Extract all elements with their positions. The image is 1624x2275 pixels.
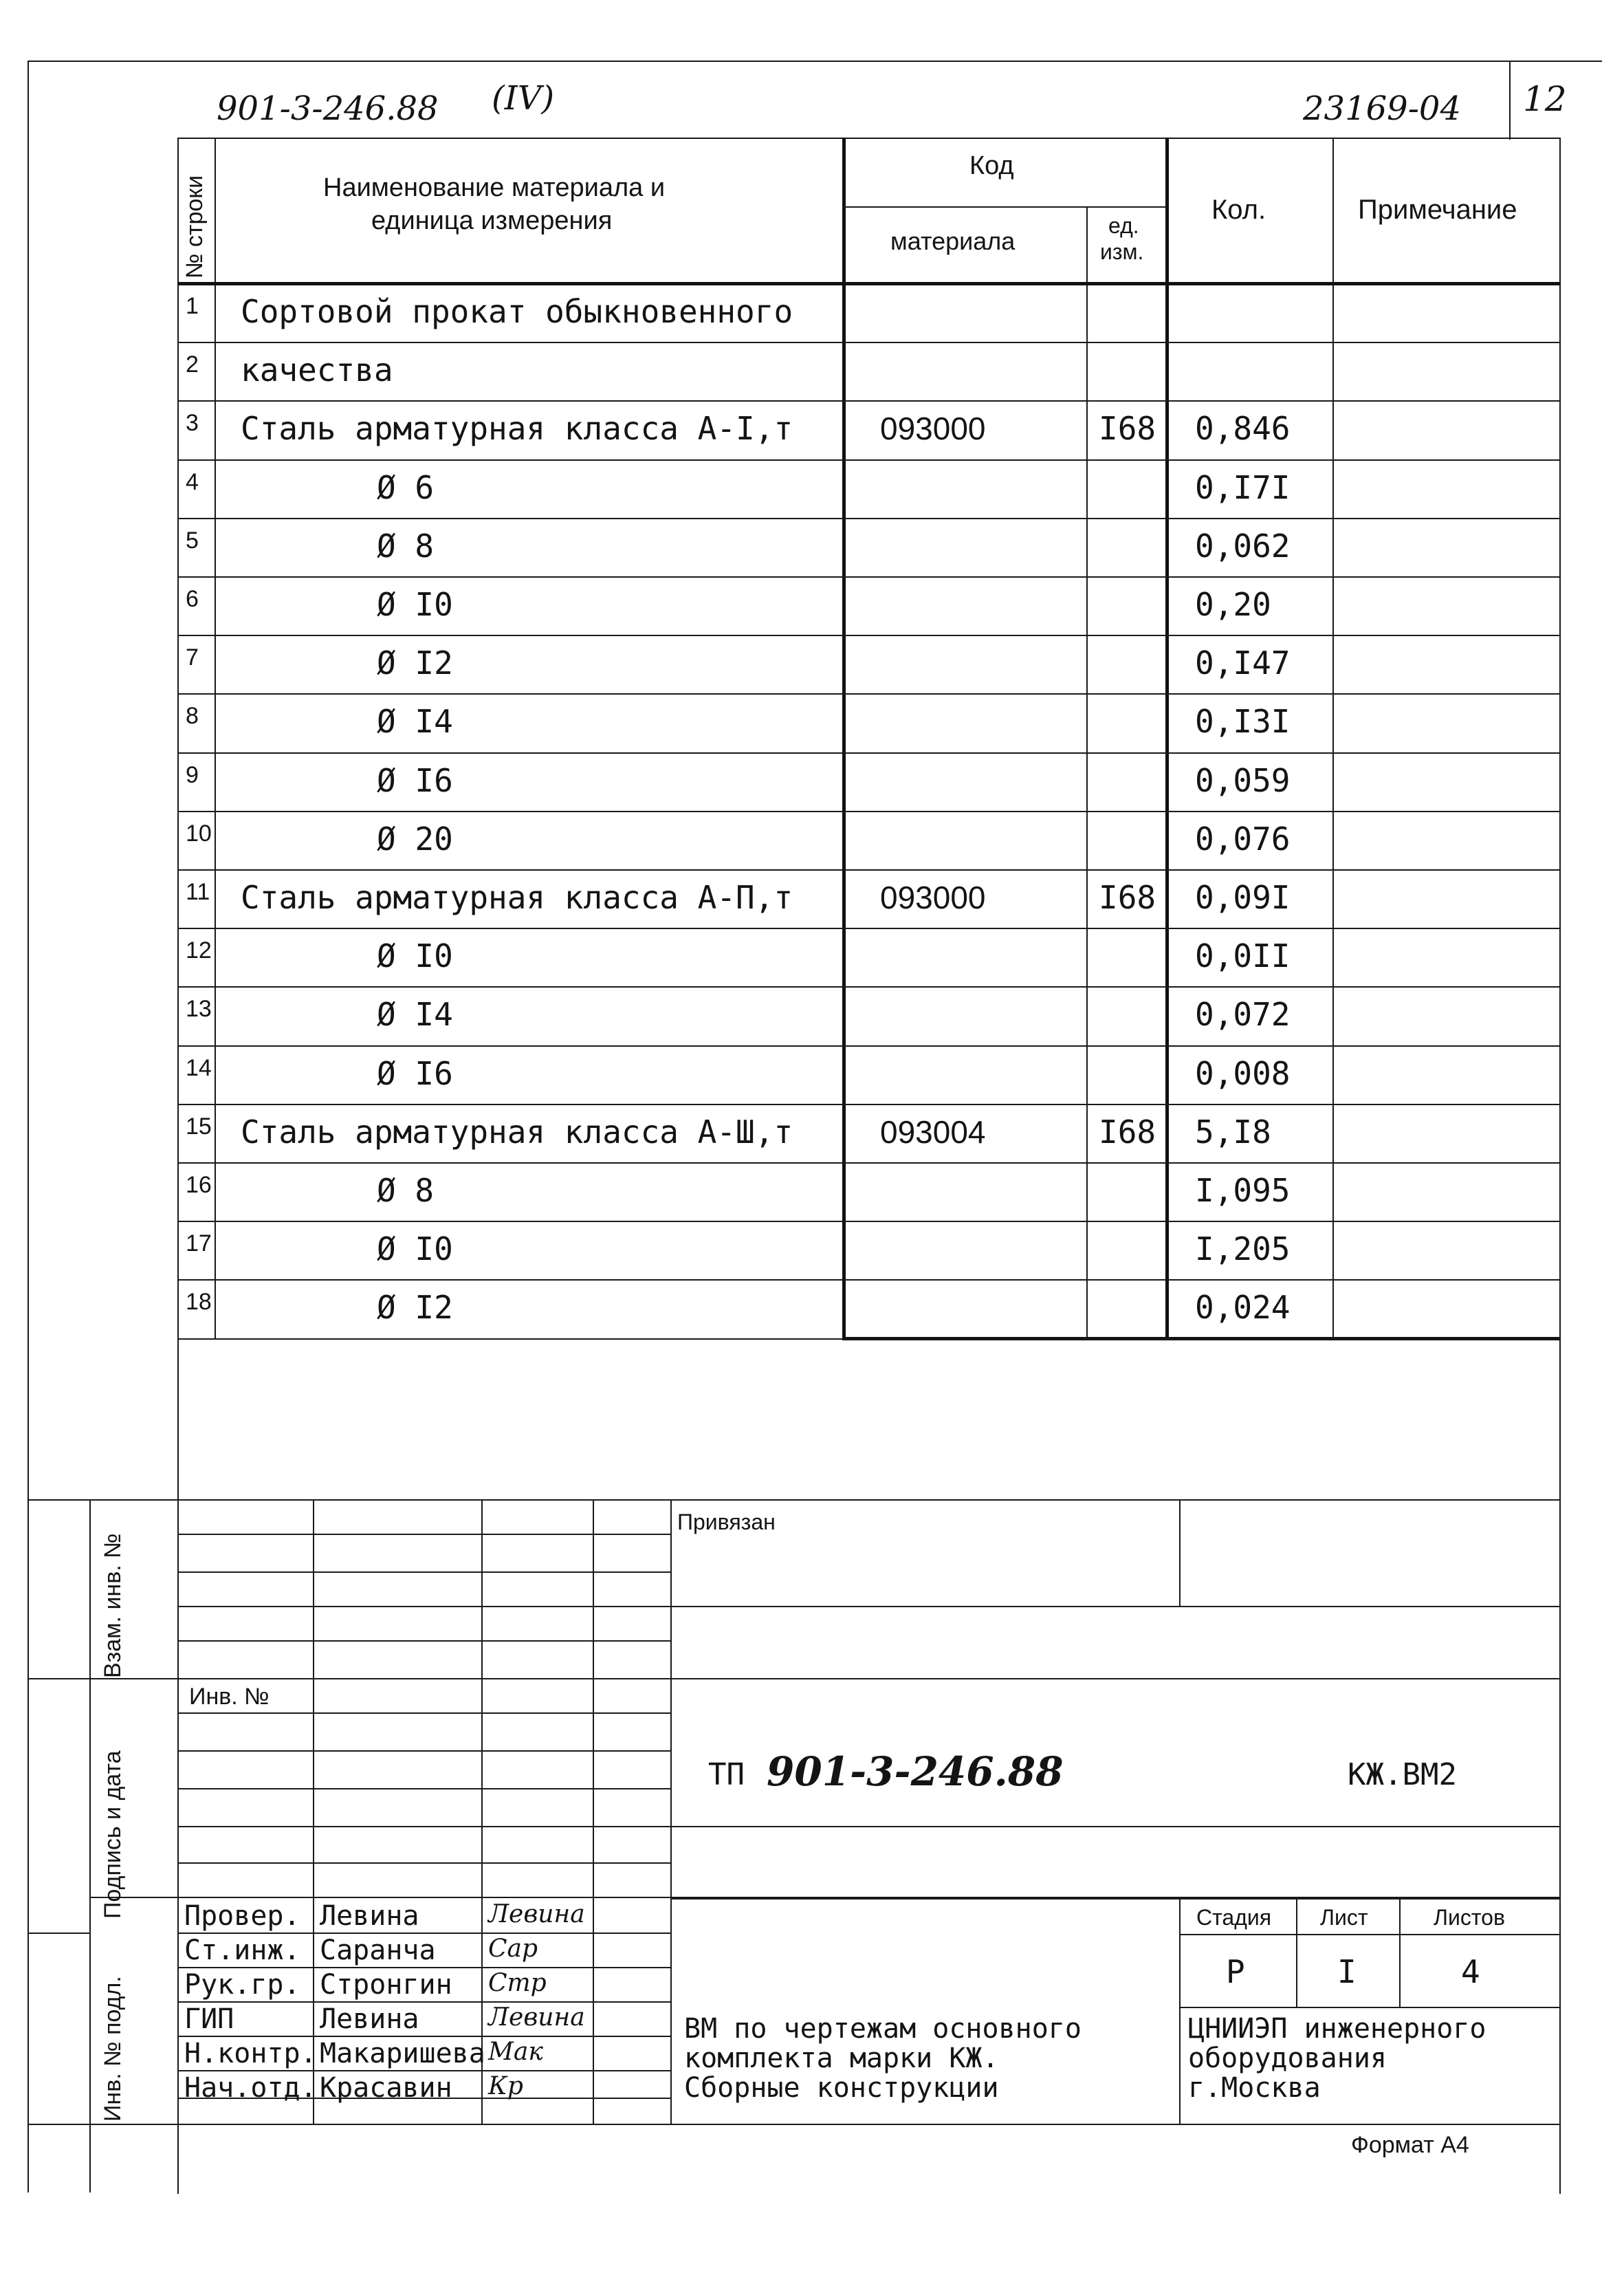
signer-name: Красавин: [320, 2072, 452, 2104]
signer-name: Левина: [320, 1900, 419, 1932]
stamp-row-line: [177, 1788, 670, 1789]
row-number: 7: [186, 644, 199, 671]
desc-line-1: ВМ по чертежам основного: [684, 2013, 1082, 2045]
signer-name: Стронгин: [320, 1969, 452, 2001]
stamp-row-line: [177, 1712, 670, 1714]
quantity: 0,024: [1195, 1289, 1291, 1326]
volume-label: (IV): [492, 79, 555, 118]
header-note: Примечание: [1358, 195, 1517, 225]
quantity: 0,059: [1195, 762, 1291, 799]
table-top-line: [177, 138, 1561, 139]
row-line: [177, 1338, 1561, 1340]
inv-no-label: Инв. №: [189, 1684, 270, 1710]
stamp-col-4: [670, 1499, 672, 2124]
quantity: 0,0II: [1195, 937, 1291, 975]
tp-prefix: ТП: [708, 1757, 745, 1792]
table-left-line: [177, 138, 179, 2194]
row-number: 18: [186, 1289, 212, 1315]
stamp-row-line: [177, 1571, 670, 1573]
material-name: Сортовой прокат обыкновенного: [241, 293, 793, 330]
row-line: [177, 752, 1561, 754]
stamp-col-1: [313, 1499, 314, 2124]
row-number: 12: [186, 937, 212, 964]
stamp-row-line: [177, 2001, 670, 2003]
signer-signature: Левина: [488, 2003, 585, 2032]
sheet-index: 12: [1523, 79, 1567, 119]
format-label: Формат А4: [1351, 2132, 1469, 2158]
material-name: Ø 8: [377, 527, 435, 565]
row-line: [177, 1045, 1561, 1047]
row-number: 8: [186, 703, 199, 729]
signer-signature: Мак: [488, 2038, 543, 2066]
col-sep-qty: [1332, 138, 1334, 1340]
header-unit-2: изм.: [1100, 239, 1144, 264]
row-line: [177, 1221, 1561, 1222]
row-number: 4: [186, 469, 199, 495]
material-name: Ø I0: [377, 586, 453, 623]
signer-signature: Сар: [488, 1935, 538, 1963]
signer-name: Левина: [320, 2003, 419, 2035]
material-name: Ø I0: [377, 1230, 453, 1267]
org-sep: [1179, 1898, 1181, 2124]
org-line-3: г.Москва: [1188, 2072, 1321, 2104]
material-code: 093000: [880, 411, 986, 446]
material-name: Сталь арматурная класса А-I,т: [241, 410, 793, 447]
quantity: 0,846: [1195, 410, 1291, 447]
stamp-row-line: [177, 1933, 670, 1934]
row-line: [177, 400, 1561, 402]
signer-role: Н.контр.: [184, 2038, 317, 2069]
header-qty: Кол.: [1211, 195, 1266, 225]
quantity: I,095: [1195, 1172, 1291, 1209]
header-material: материала: [890, 227, 1016, 255]
signer-name: Макаришева: [320, 2038, 485, 2069]
doc-number: 901-3-246.88: [217, 89, 439, 128]
side-col-sep: [89, 1499, 91, 2192]
row-number: 10: [186, 820, 212, 847]
material-name: Ø 20: [377, 820, 453, 858]
org-line-1: ЦНИИЭП инженерного: [1188, 2013, 1486, 2045]
unit-code: I68: [1099, 410, 1156, 447]
row-number: 1: [186, 293, 199, 319]
row-number: 13: [186, 996, 212, 1022]
stamp-col-2: [481, 1499, 483, 2124]
org-line-2: оборудования: [1188, 2043, 1387, 2074]
stamp-row-line: [177, 1678, 670, 1679]
signer-role: ГИП: [184, 2003, 234, 2035]
side-vzam: Взам. инв. №: [100, 1533, 126, 1678]
unit-code: I68: [1099, 1113, 1156, 1151]
row-number: 2: [186, 351, 199, 378]
row-line: [177, 811, 1561, 812]
signer-role: Ст.инж.: [184, 1935, 300, 1966]
row-line: [177, 635, 1561, 636]
sheet-index-divider: [1509, 61, 1511, 140]
signer-role: Рук.гр.: [184, 1969, 300, 2001]
quantity: 0,008: [1195, 1055, 1291, 1092]
row-line: [177, 1279, 1561, 1281]
row-line: [177, 342, 1561, 343]
signer-role: Нач.отд.: [184, 2072, 317, 2104]
stamp-row-line: [177, 1862, 670, 1864]
stage-sep-1: [1296, 1898, 1297, 2007]
unit-code: I68: [1099, 879, 1156, 916]
material-name: Ø I6: [377, 762, 453, 799]
quantity: 0,I3I: [1195, 703, 1291, 740]
material-name: Ø 8: [377, 1172, 435, 1209]
material-code: 093000: [880, 880, 986, 915]
privyazan-bottom: [670, 1606, 1559, 1607]
quantity: 0,076: [1195, 820, 1291, 858]
material-code: 093004: [880, 1114, 986, 1150]
material-name: Ø I6: [377, 1055, 453, 1092]
header-unit-1: ед.: [1108, 213, 1139, 238]
material-name: Ø I2: [377, 1289, 453, 1326]
stage-sep-2: [1399, 1898, 1401, 2007]
stamp-row-line: [177, 1897, 670, 1898]
row-line: [177, 986, 1561, 988]
header-row-no: № строки: [182, 175, 208, 279]
row-number: 9: [186, 762, 199, 788]
stamp-row-line: [177, 1826, 670, 1827]
col-sep-code: [1086, 206, 1088, 1340]
col-sep-name: [842, 138, 846, 1340]
material-name: Сталь арматурная класса А-П,т: [241, 879, 793, 916]
quantity: 0,072: [1195, 996, 1291, 1033]
stamp-bottom-line: [28, 2124, 1559, 2125]
sheets-value: 4: [1461, 1953, 1480, 1990]
header-name-1: Наименование материала и: [323, 173, 666, 202]
signer-role: Провер.: [184, 1900, 300, 1932]
stamp-row-line: [177, 1640, 670, 1642]
material-name: Ø I4: [377, 996, 453, 1033]
col-sep-unit: [1165, 138, 1169, 1340]
signer-signature: Стр: [488, 1969, 547, 1997]
row-line: [177, 1162, 1561, 1164]
row-number: 15: [186, 1113, 212, 1140]
row-number: 3: [186, 410, 199, 436]
stamp-row-line: [177, 1606, 670, 1607]
side-box-1: [28, 1678, 89, 1679]
row-number: 17: [186, 1230, 212, 1256]
stamp-row-line: [177, 2036, 670, 2037]
sheets-label: Листов: [1434, 1905, 1505, 1930]
side-inv-podl: Инв. № подл.: [100, 1976, 126, 2122]
quantity: 0,09I: [1195, 879, 1291, 916]
side-podpis: Подпись и дата: [100, 1750, 126, 1919]
material-name: Ø 6: [377, 469, 435, 506]
row-number: 16: [186, 1172, 212, 1198]
row-number: 14: [186, 1055, 212, 1081]
header-bottom-line: [177, 282, 1561, 285]
row-line: [177, 928, 1561, 929]
sheet-label: Лист: [1320, 1905, 1368, 1930]
row-number: 5: [186, 527, 199, 554]
stamp-row-line: [177, 2070, 670, 2071]
stage-label: Стадия: [1196, 1905, 1272, 1930]
signer-signature: Кр: [488, 2072, 523, 2100]
tp-number: 901-3-246.88: [767, 1748, 1064, 1795]
stage-label-bottom: [1179, 1934, 1559, 1935]
desc-line-2: комплекта марки КЖ.: [684, 2043, 999, 2074]
material-name: Сталь арматурная класса А-Ш,т: [241, 1113, 793, 1151]
frame-top: [28, 61, 1602, 62]
row-line: [177, 459, 1561, 461]
signer-signature: Левина: [488, 1900, 585, 1928]
header-code: Код: [969, 151, 1014, 180]
sheet-value: I: [1337, 1953, 1357, 1990]
mark-code: КЖ.ВМ2: [1348, 1757, 1457, 1792]
desc-top: [670, 1898, 1559, 1900]
privyazan-sep: [1179, 1499, 1181, 1606]
header-name-2: единица измерения: [371, 206, 613, 235]
row-line: [177, 693, 1561, 695]
frame-left: [28, 61, 29, 2192]
row-number: 6: [186, 586, 199, 612]
material-name: качества: [241, 351, 393, 389]
stage-value: Р: [1226, 1953, 1245, 1990]
table-right-line: [1559, 138, 1561, 2194]
stamp-row-line: [177, 1534, 670, 1535]
stamp-col-3: [593, 1499, 594, 2124]
signer-name: Саранча: [320, 1935, 436, 1966]
quantity: 5,I8: [1195, 1113, 1271, 1151]
col-sep-num: [215, 138, 216, 1340]
desc-line-3: Сборные конструкции: [684, 2072, 999, 2104]
quantity: 0,I47: [1195, 644, 1291, 682]
stage-value-bottom: [1179, 2007, 1559, 2008]
quantity: 0,20: [1195, 586, 1271, 623]
material-name: Ø I0: [377, 937, 453, 975]
row-line: [177, 1104, 1561, 1105]
archive-number: 23169-04: [1303, 89, 1461, 128]
quantity: I,205: [1195, 1230, 1291, 1267]
row-line: [177, 518, 1561, 519]
row-number: 11: [186, 879, 210, 905]
material-name: Ø I2: [377, 644, 453, 682]
code-sub-line: [842, 206, 1165, 208]
privyazan-label: Привязан: [677, 1510, 776, 1534]
quantity: 0,062: [1195, 527, 1291, 565]
row-line: [177, 869, 1561, 871]
quantity: 0,I7I: [1195, 469, 1291, 506]
row-line: [177, 576, 1561, 578]
stamp-row-line: [177, 1967, 670, 1968]
stamp-top-line: [28, 1499, 1559, 1501]
stamp-row-line: [177, 1750, 670, 1752]
tp-bottom: [670, 1826, 1559, 1827]
side-box-2: [28, 1933, 89, 1934]
material-name: Ø I4: [377, 703, 453, 740]
